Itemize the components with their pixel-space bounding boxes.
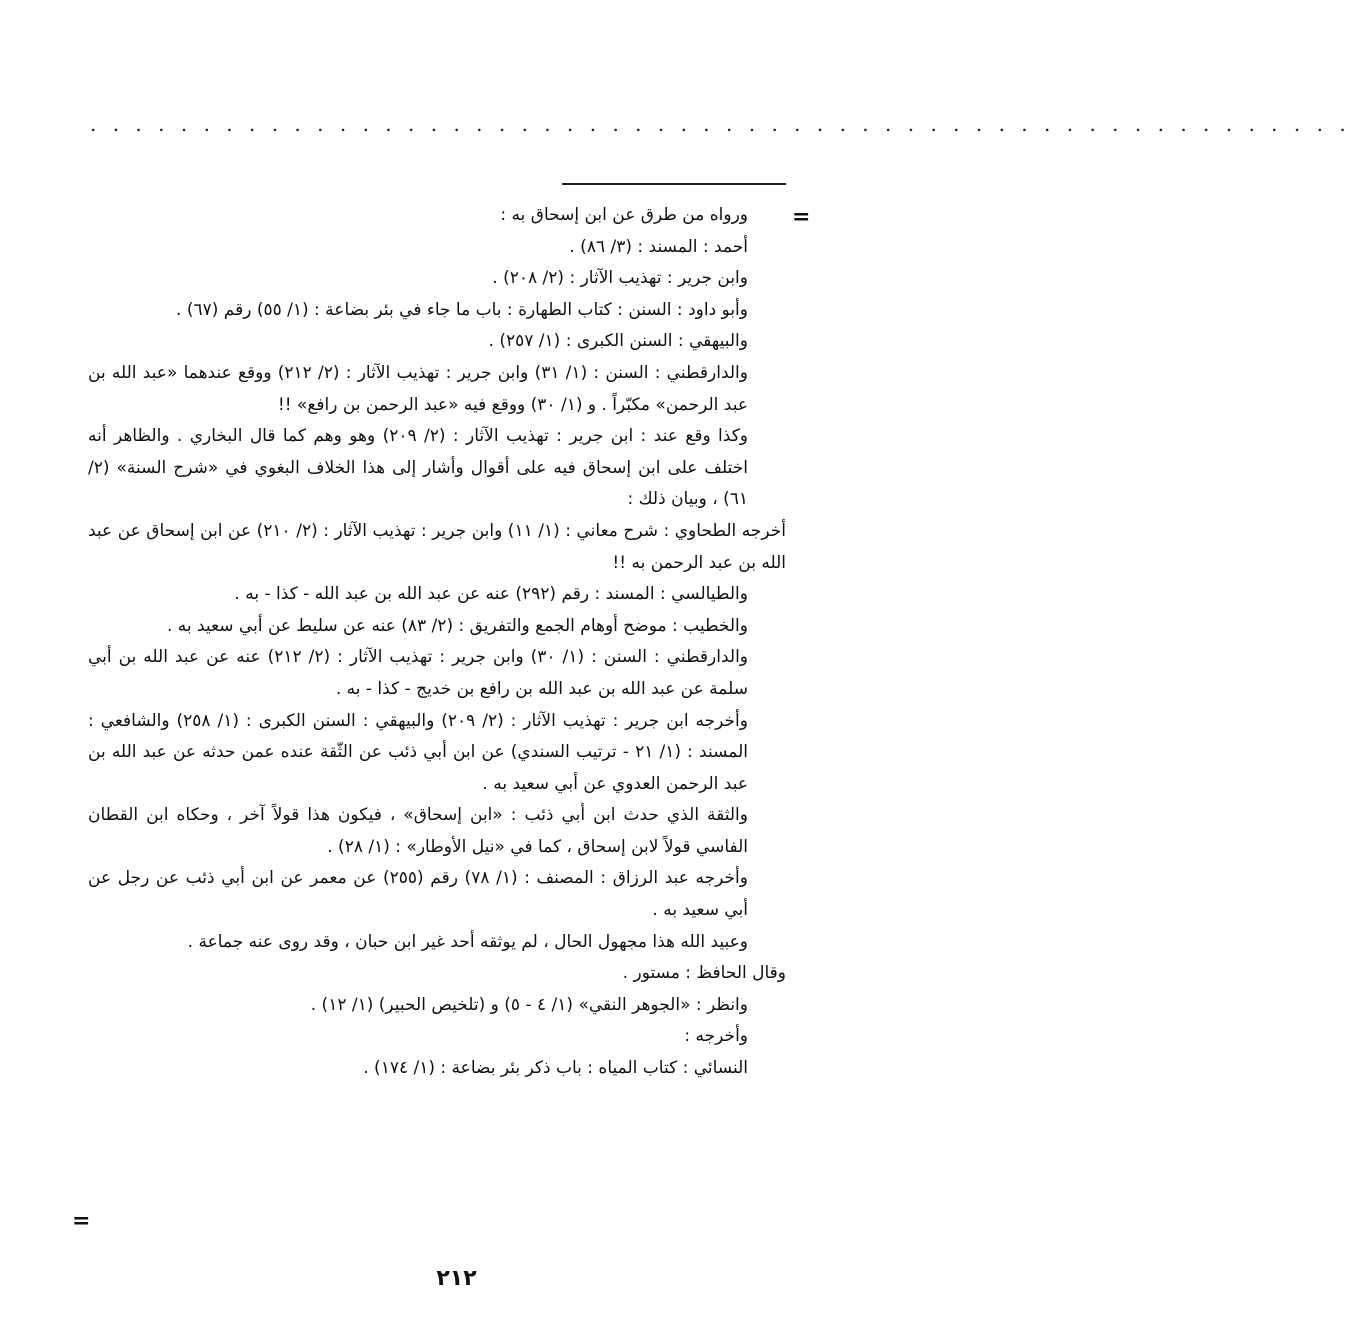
footnote-line: وأخرجه : [684, 1026, 748, 1047]
footnote-line: والدارقطني : السنن : (١/ ٣٠) وابن جرير : تهذيب الآثار : (٢/ ٢١٢) عنه عن عبد الله بن أبي سلمة عن عبد الله بن عبد الله بن رافع بن خديج - كذا - به . [88, 647, 748, 699]
page-number: ٢١٢ [436, 1266, 477, 1291]
footnote-body [88, 200, 786, 1085]
footnote-line: وانظر : «الجوهر النقي» (١/ ٤ - ٥) و (تلخيص الحبير) (١/ ١٢) . [310, 994, 748, 1015]
footnote-line: والطيالسي : المسند : رقم (٢٩٢) عنه عن عبد الله بن عبد الله - كذا - به . [234, 584, 748, 605]
footnote-line: أخرجه الطحاوي : شرح معاني : (١/ ١١) وابن جرير : تهذيب الآثار : (٢/ ٢١٠) عن ابن إسحاق عن عبد الله بن عبد الرحمن به !! [88, 520, 787, 573]
footnote-line: والخطيب : موضح أوهام الجمع والتفريق : (٢/ ٨٣) عنه عن سليط عن أبي سعيد به . [166, 615, 748, 636]
header-dotted-line: . . . . . . . . . . . . . . . . . . . . . . . . . . . . . . . . . . . . . . . . . . . . . . . . . . . . . . . . [90, 112, 1351, 136]
continuation-marker: = [792, 204, 811, 230]
footnote-line: والدارقطني : السنن : (١/ ٣١) وابن جرير : تهذيب الآثار : (٢/ ٢١٢) ووقع عندهما «عبد الله بن عبد الرحمن» مكبّراً . و (١/ ٣٠) ووقع فيه «عبد الرحمن بن رافع» !! [88, 362, 748, 415]
footnote-line: ورواه من طرق عن ابن إسحاق به : [500, 205, 748, 225]
footnote-line: النسائي : كتاب المياه : باب ذكر بئر بضاعة : (١/ ١٧٤) . [363, 1058, 748, 1079]
footnote-line: وأخرجه عبد الرزاق : المصنف : (١/ ٧٨) رقم (٢٥٥) عن معمر عن ابن أبي ذئب عن رجل عن أبي سعيد به . [88, 868, 748, 921]
footnote-line: وأخرجه ابن جرير : تهذيب الآثار : (٢/ ٢٠٩) والبيهقي : السنن الكبرى : (١/ ٢٥٨) والشافعي : المسند : (١/ ٢١ - ترتيب السندي) عن ابن أبي ذئب عن الثّقة عنده عمن حدثه عن عبد الله بن عبد الرحمن العدوي عن أبي سعيد به . [88, 710, 748, 794]
footnote-line: وكذا وقع عند : ابن جرير : تهذيب الآثار : (٢/ ٢٠٩) وهو وهم كما قال البخاري . والظاهر أنه اختلف على ابن إسحاق فيه على أقوال وأشار إلى هذا الخلاف البغوي في «شرح السنة» (٢/ ٦١) ، وبيان ذلك : [88, 426, 748, 510]
footnote-line: وأبو داود : السنن : كتاب الطهارة : باب ما جاء في بئر بضاعة : (١/ ٥٥) رقم (٦٧) . [176, 299, 748, 320]
footnote-line: وابن جرير : تهذيب الآثار : (٢/ ٢٠٨) . [492, 268, 748, 289]
footnote-line: والبيهقي : السنن الكبرى : (١/ ٢٥٧) . [488, 331, 748, 352]
footnote-line: وعبيد الله هذا مجهول الحال ، لم يوثقه أحد غير ابن حبان ، وقد روى عنه جماعة . [187, 931, 748, 952]
footnote-separator [562, 183, 786, 185]
footnote-line: والثقة الذي حدث ابن أبي ذئب : «ابن إسحاق» ، فيكون هذا قولاً آخر ، وحكاه ابن القطان الفاسي قولاً لابن إسحاق ، كما في «نيل الأوطار» : (١/ ٢٨) . [88, 805, 748, 857]
footnote-line: وقال الحافظ : مستور . [622, 963, 786, 984]
footnote-line: أحمد : المسند : (٣/ ٨٦) . [569, 236, 748, 257]
end-marker: = [72, 1208, 91, 1234]
